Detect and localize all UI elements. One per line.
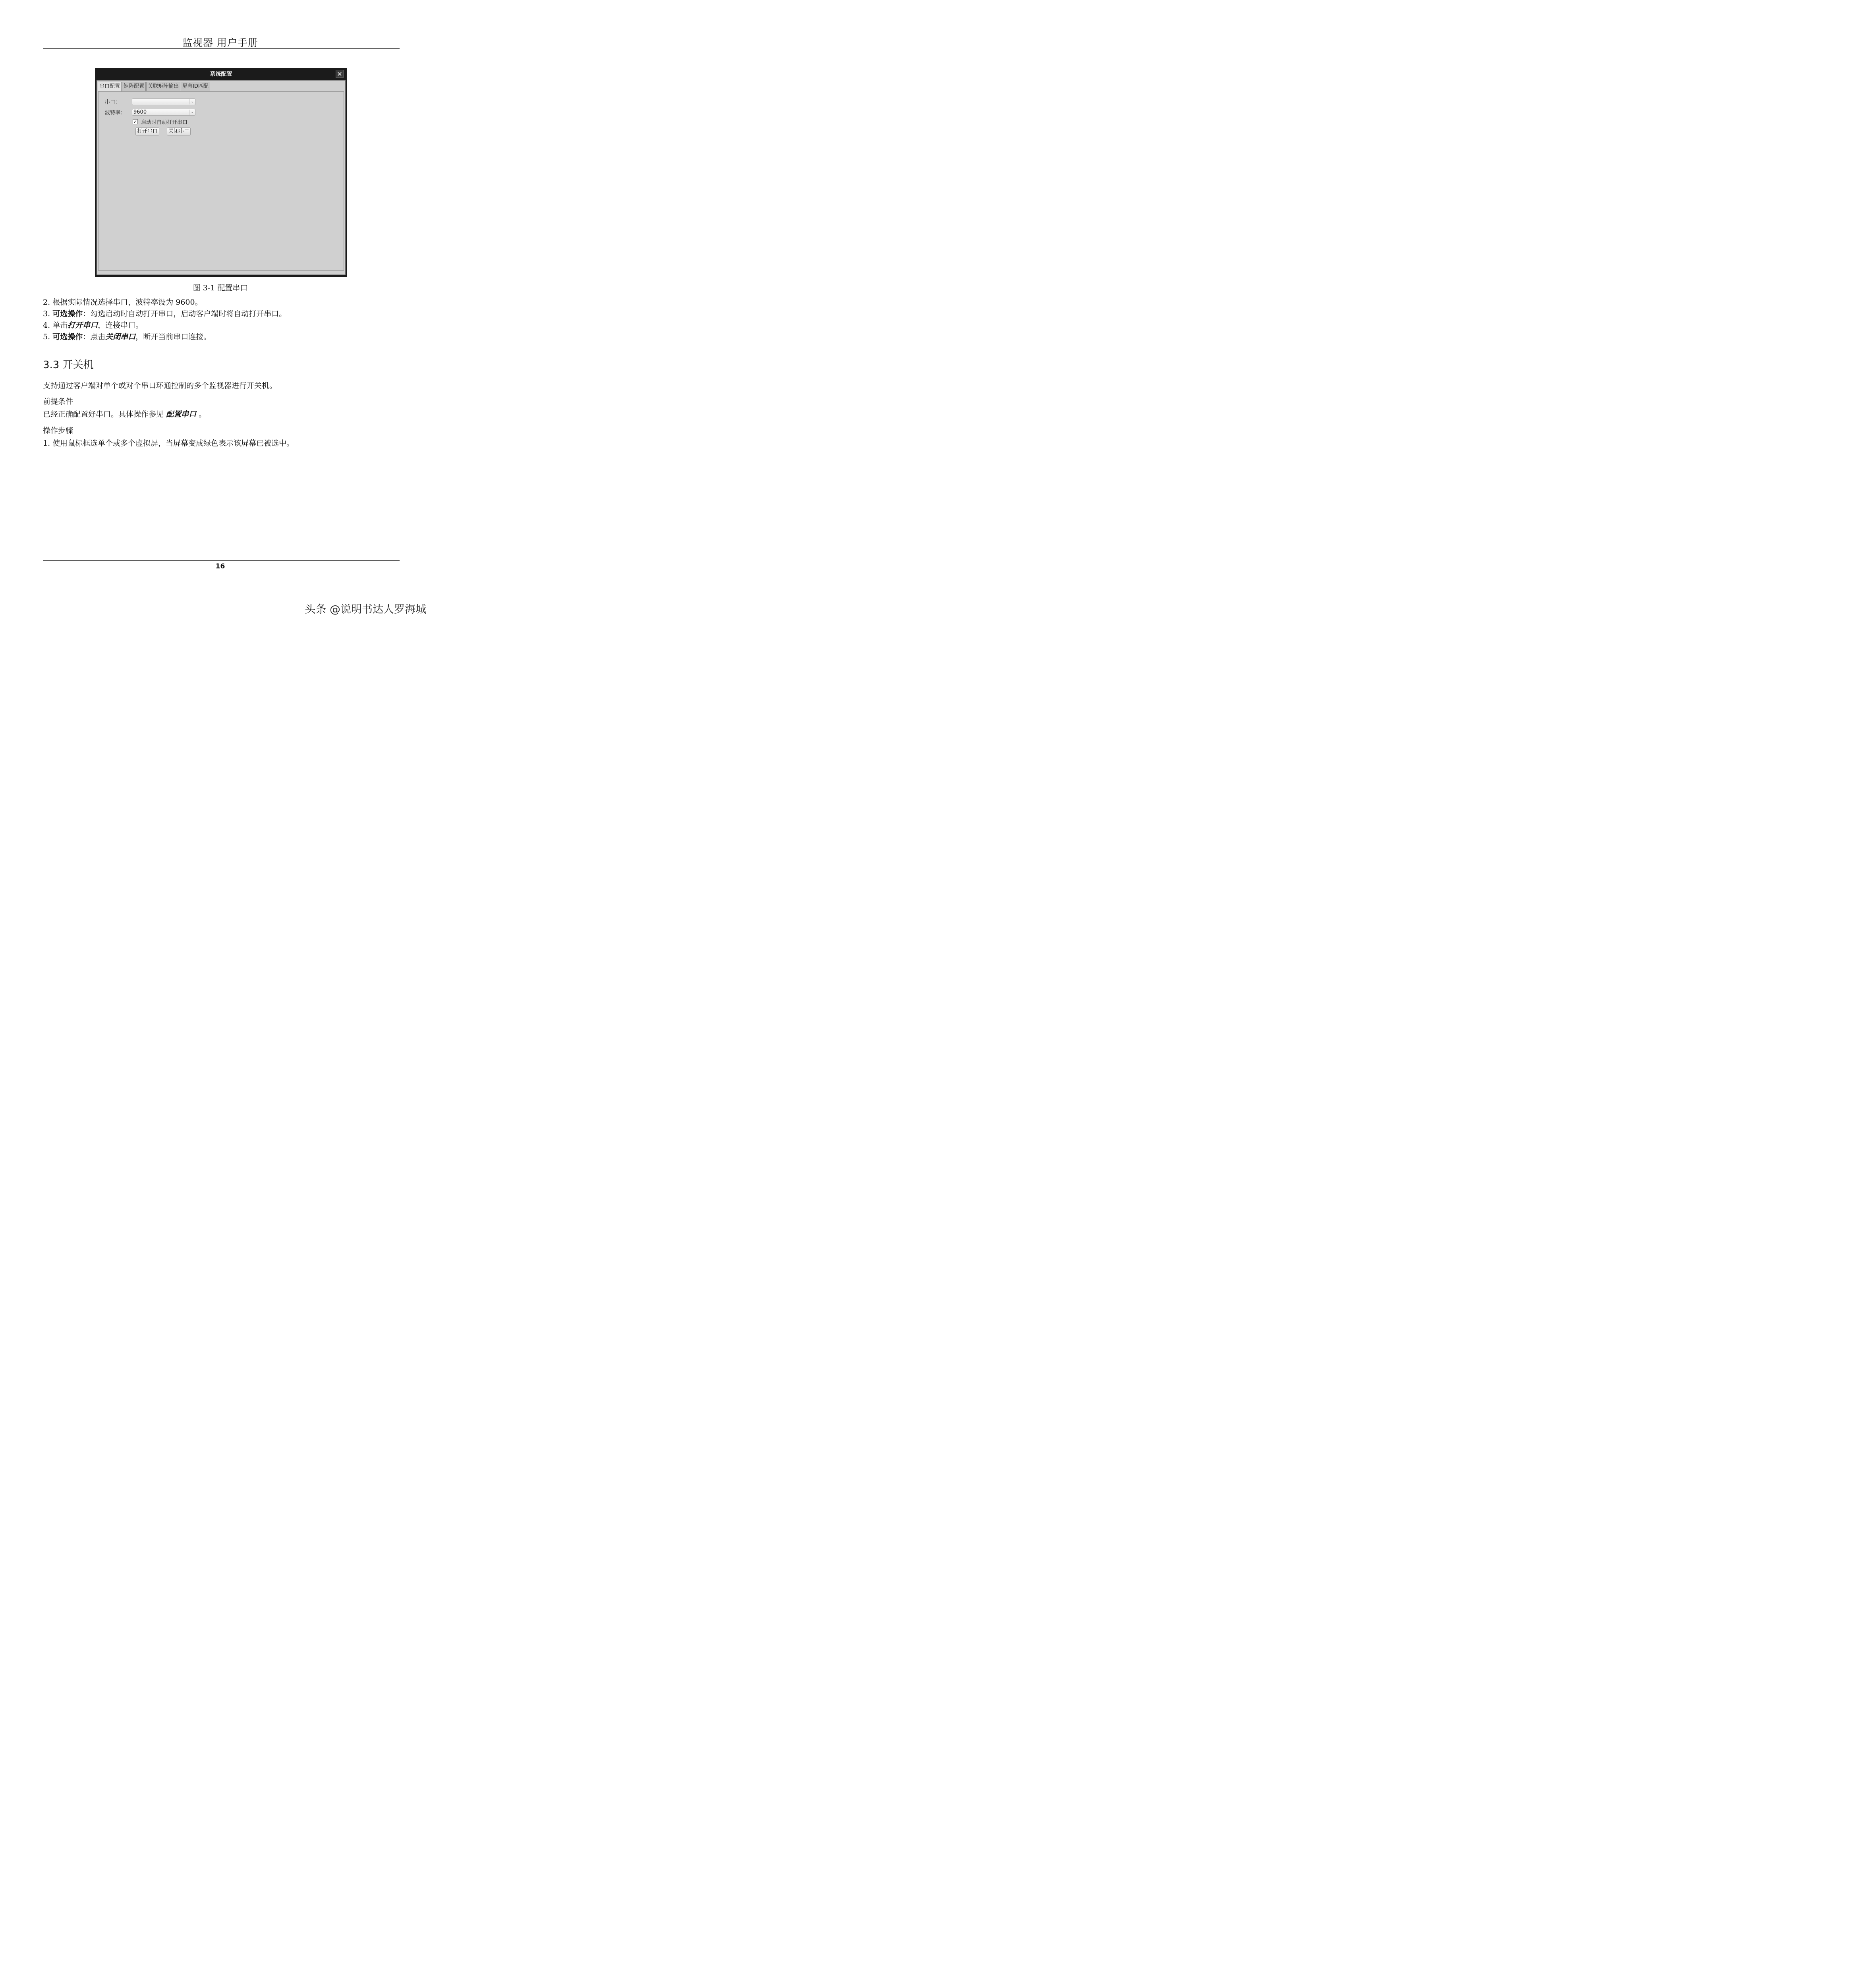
- system-config-dialog: [95, 68, 347, 277]
- close-port-button[interactable]: 关闭串口: [167, 128, 191, 135]
- procedure-heading: 操作步骤: [43, 426, 73, 435]
- prereq-text-before: 已经正确配置好串口。具体操作参见: [43, 410, 164, 419]
- step-item: [43, 331, 211, 342]
- step-text: ：点击: [83, 332, 106, 341]
- figure-caption: 图 3-1 配置串口: [193, 284, 248, 292]
- step-item: [43, 319, 143, 330]
- step-number: 3.: [43, 309, 50, 318]
- header-rule: [43, 48, 400, 49]
- step-text: ，连接串口。: [98, 321, 143, 330]
- footer-rule: [43, 560, 400, 561]
- prereq-text-after: 。: [199, 410, 207, 419]
- step-emphasis: 可选操作: [52, 332, 83, 341]
- section-number: 3.3: [43, 359, 60, 371]
- step-emphasis: 可选操作: [52, 309, 83, 318]
- step-item: [43, 308, 286, 319]
- baud-rate-value: 9600: [133, 109, 147, 115]
- tab-matrix-config[interactable]: 矩阵配置: [122, 82, 146, 91]
- ui-reference: 关闭串口: [105, 332, 136, 341]
- serial-port-select[interactable]: [132, 99, 195, 105]
- step-item: [43, 296, 203, 307]
- section-title: 开关机: [62, 359, 94, 371]
- watermark: 头条 @说明书达人罗海城: [305, 603, 426, 616]
- tab-serial-config[interactable]: 串口配置: [98, 82, 122, 92]
- close-icon[interactable]: ✕: [336, 70, 344, 78]
- serial-port-label: 串口：: [105, 99, 121, 105]
- header-title: 监视器 用户手册: [182, 37, 258, 48]
- tab-linked-matrix-output[interactable]: 关联矩阵输出: [146, 82, 180, 91]
- step-text: ：勾选启动时自动打开串口，启动客户端时将自动打开串口。: [83, 309, 287, 318]
- ui-reference: 打开串口: [68, 321, 98, 330]
- procedure-step-1: 1. 使用鼠标框选单个或多个虚拟屏，当屏幕变成绿色表示该屏幕已被选中。: [43, 439, 294, 448]
- baud-rate-label: 波特率：: [105, 110, 126, 116]
- prereq-text: [43, 408, 206, 419]
- page-number: 16: [215, 562, 225, 570]
- tab-screen-id-match[interactable]: 屏幕ID匹配: [181, 82, 210, 91]
- step-number: 5.: [43, 332, 50, 341]
- section-heading: [43, 357, 94, 371]
- step-number: 2.: [43, 298, 50, 307]
- dialog-body: [97, 80, 346, 275]
- chevron-down-icon: ⌄: [189, 110, 195, 115]
- step-text: 根据实际情况选择串口，波特率设为 9600。: [52, 298, 203, 307]
- checkmark-icon: ✓: [133, 119, 137, 124]
- dialog-title: 系统配置: [210, 71, 232, 77]
- step-number: 4.: [43, 321, 50, 330]
- baud-rate-select[interactable]: [132, 109, 195, 116]
- open-port-button[interactable]: 打开串口: [135, 128, 159, 135]
- prereq-link[interactable]: 配置串口: [166, 410, 197, 419]
- auto-open-checkbox[interactable]: [133, 119, 138, 124]
- section-intro: 支持通过客户端对单个或对个串口环通控制的多个监视器进行开关机。: [43, 381, 277, 390]
- tab-bar: [98, 82, 211, 91]
- serial-config-panel: [98, 91, 344, 271]
- step-text: ，断开当前串口连接。: [135, 332, 211, 341]
- auto-open-label: 启动时自动打开串口: [141, 120, 188, 126]
- step-text: 单击: [52, 321, 68, 330]
- prereq-heading: 前提条件: [43, 397, 73, 406]
- chevron-down-icon: ⌄: [189, 99, 195, 104]
